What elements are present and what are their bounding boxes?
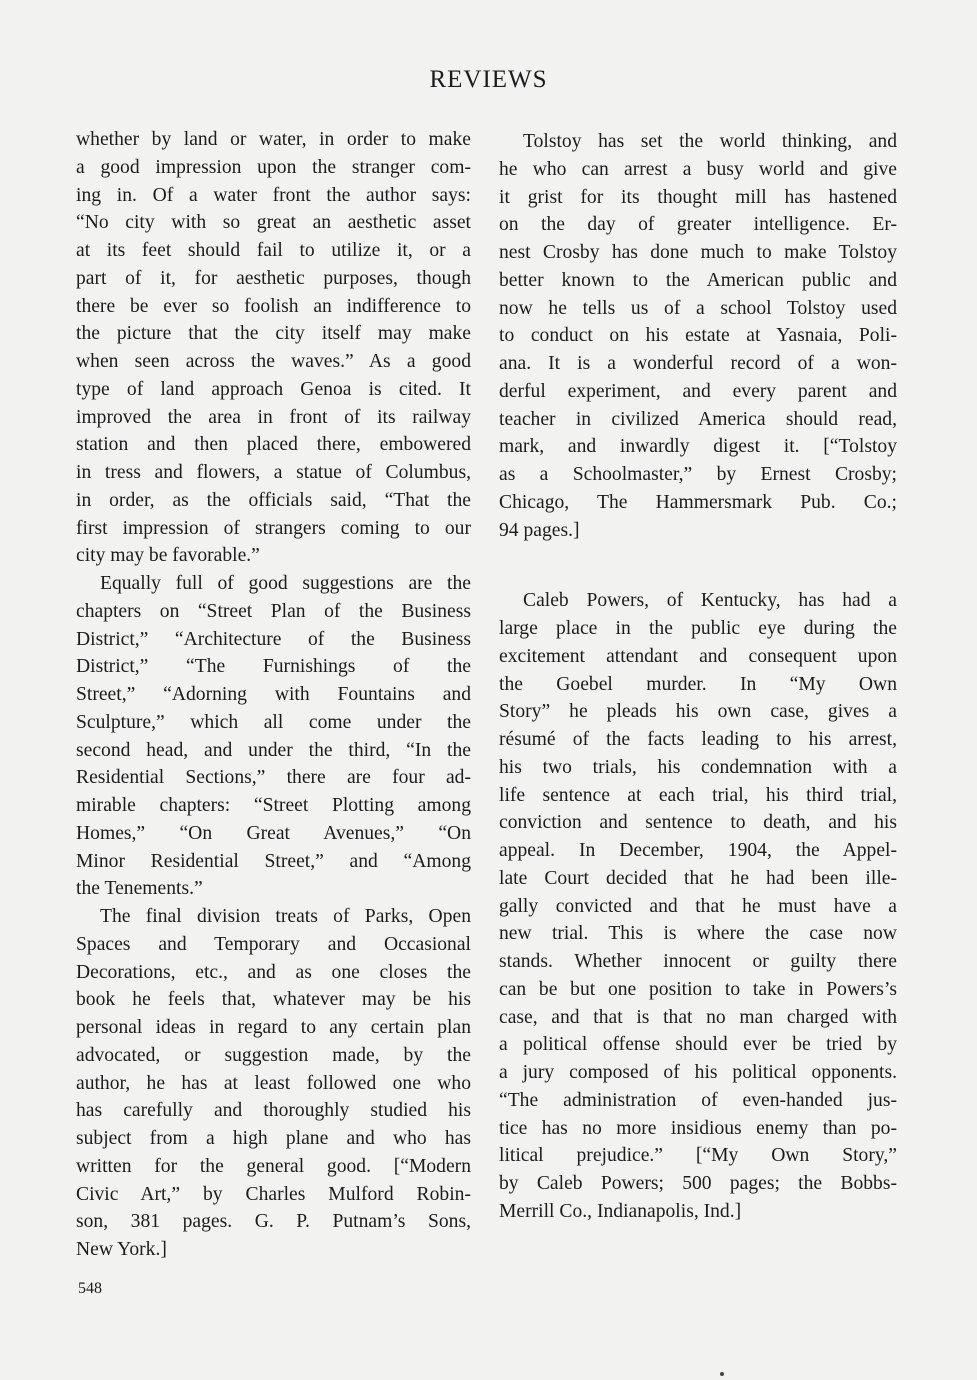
text-line: personal ideas in regard to any certain plan bbox=[76, 1017, 471, 1038]
paragraph bbox=[76, 570, 471, 903]
text-line: now he tells us of a school Tolstoy used bbox=[499, 297, 897, 319]
text-line: son, 381 pages. G. P. Putnam’s Sons, bbox=[76, 1211, 471, 1233]
text-line: “No city with so great an aesthetic asset bbox=[76, 212, 471, 234]
text-line: on the day of greater intelligence. Er- bbox=[499, 214, 897, 236]
text-line: Chicago, The Hammersmark Pub. Co.; bbox=[499, 491, 897, 513]
text-line: Story” he pleads his own case, gives a bbox=[499, 701, 897, 723]
text-line: stands. Whether innocent or guilty there bbox=[499, 951, 897, 972]
text-line: “The administration of even-handed jus- bbox=[499, 1089, 897, 1111]
paragraph bbox=[499, 587, 897, 1225]
text-line: advocated, or suggestion made, by the bbox=[76, 1044, 471, 1066]
text-line: District,” “The Furnishings of the bbox=[76, 656, 471, 678]
text-line: in tress and flowers, a statue of Columbus, bbox=[76, 462, 471, 483]
text-line: by Caleb Powers; 500 pages; the Bobbs- bbox=[499, 1173, 897, 1194]
text-line: ana. It is a wonderful record of a won- bbox=[499, 353, 897, 374]
text-line: station and then placed there, embowered bbox=[76, 434, 471, 456]
text-line: there be ever so foolish an indifference to bbox=[76, 295, 471, 317]
paragraph bbox=[499, 128, 897, 544]
text-line: author, he has at least followed one who bbox=[76, 1072, 471, 1094]
paragraph bbox=[76, 126, 471, 570]
text-line: subject from a high plane and who has bbox=[76, 1128, 471, 1149]
text-line: Residential Sections,” there are four ad- bbox=[76, 767, 471, 789]
text-line: life sentence at each trial, his third trial, bbox=[499, 784, 897, 806]
text-line: can be but one position to take in Powers’s bbox=[499, 978, 897, 1000]
left-column bbox=[76, 126, 471, 1264]
text-line: part of it, for aesthetic purposes, though bbox=[76, 267, 471, 289]
text-line: Sculpture,” which all come under the bbox=[76, 711, 471, 733]
text-line: litical prejudice.” [“My Own Story,” bbox=[499, 1145, 897, 1167]
text-line: mark, and inwardly digest it. [“Tolstoy bbox=[499, 436, 897, 458]
text-line: his two trials, his condemnation with a bbox=[499, 756, 897, 778]
text-line: written for the general good. [“Modern bbox=[76, 1155, 471, 1177]
text-line: type of land approach Genoa is cited. It bbox=[76, 378, 471, 400]
text-line: large place in the public eye during the bbox=[499, 618, 897, 639]
text-line: Homes,” “On Great Avenues,” “On bbox=[76, 822, 471, 844]
text-line: derful experiment, and every parent and bbox=[499, 380, 897, 402]
text-line: Street,” “Adorning with Fountains and bbox=[76, 684, 471, 705]
paragraph-gap bbox=[499, 544, 897, 587]
text-line: book he feels that, whatever may be his bbox=[76, 989, 471, 1011]
text-line: conviction and sentence to death, and his bbox=[499, 812, 897, 834]
text-line: Equally full of good suggestions are the bbox=[100, 573, 471, 594]
text-line: The final division treats of Parks, Open bbox=[100, 906, 471, 927]
text-line: Spaces and Temporary and Occasional bbox=[76, 933, 471, 955]
text-line: Caleb Powers, of Kentucky, has had a bbox=[523, 590, 897, 612]
text-line: in order, as the officials said, “That the bbox=[76, 489, 471, 511]
text-line: New York.] bbox=[76, 1239, 167, 1260]
text-line: teacher in civilized America should read, bbox=[499, 408, 897, 430]
text-line: it grist for its thought mill has hastened bbox=[499, 186, 897, 208]
text-line: the Goebel murder. In “My Own bbox=[499, 673, 897, 695]
text-line: gally convicted and that he must have a bbox=[499, 895, 897, 917]
text-line: first impression of strangers coming to our bbox=[76, 517, 471, 539]
text-line: city may be favorable.” bbox=[76, 545, 260, 567]
text-line: a political offense should ever be tried by bbox=[499, 1034, 897, 1056]
text-line: ing in. Of a water front the author says: bbox=[76, 184, 471, 206]
paragraph bbox=[76, 903, 471, 1264]
text-line: Civic Art,” by Charles Mulford Robin- bbox=[76, 1183, 471, 1205]
text-line: a good impression upon the stranger com- bbox=[76, 156, 471, 178]
text-line: late Court decided that he had been ille- bbox=[499, 867, 897, 889]
text-line: better known to the American public and bbox=[499, 269, 897, 291]
text-line: appeal. In December, 1904, the Appel- bbox=[499, 840, 897, 861]
scan-speck bbox=[720, 1372, 724, 1376]
text-line: résumé of the facts leading to his arrest, bbox=[499, 729, 897, 750]
text-line: case, and that is that no man charged with bbox=[499, 1006, 897, 1028]
text-line: second head, and under the third, “In the bbox=[76, 739, 471, 761]
text-line: tice has no more insidious enemy than po- bbox=[499, 1117, 897, 1139]
text-line: the Tenements.” bbox=[76, 878, 203, 900]
text-line: whether by land or water, in order to make bbox=[76, 129, 471, 150]
text-line: when seen across the waves.” As a good bbox=[76, 351, 471, 372]
text-line: excitement attendant and consequent upon bbox=[499, 645, 897, 667]
text-line: he who can arrest a busy world and give bbox=[499, 158, 897, 180]
text-line: a jury composed of his political opponents. bbox=[499, 1062, 897, 1083]
text-line: Minor Residential Street,” and “Among bbox=[76, 850, 471, 872]
text-line: 94 pages.] bbox=[499, 519, 580, 541]
text-line: to conduct on his estate at Yasnaia, Poli- bbox=[499, 325, 897, 347]
text-line: Tolstoy has set the world thinking, and bbox=[523, 131, 897, 152]
text-line: as a Schoolmaster,” by Ernest Crosby; bbox=[499, 464, 897, 485]
text-line: District,” “Architecture of the Business bbox=[76, 628, 471, 650]
running-header: REVIEWS bbox=[429, 66, 548, 93]
text-line: has carefully and thoroughly studied his bbox=[76, 1100, 471, 1122]
text-line: chapters on “Street Plan of the Business bbox=[76, 600, 471, 622]
right-column bbox=[499, 128, 897, 1226]
text-line: the picture that the city itself may make bbox=[76, 323, 471, 345]
text-line: improved the area in front of its railway bbox=[76, 406, 471, 428]
text-line: new trial. This is where the case now bbox=[499, 923, 897, 945]
page-number: 548 bbox=[78, 1280, 102, 1297]
text-line: nest Crosby has done much to make Tolstoy bbox=[499, 242, 897, 263]
text-line: Merrill Co., Indianapolis, Ind.] bbox=[499, 1200, 742, 1222]
text-line: at its feet should fail to utilize it, or a bbox=[76, 240, 471, 261]
text-line: Decorations, etc., and as one closes the bbox=[76, 961, 471, 983]
text-line: mirable chapters: “Street Plotting among bbox=[76, 795, 471, 816]
